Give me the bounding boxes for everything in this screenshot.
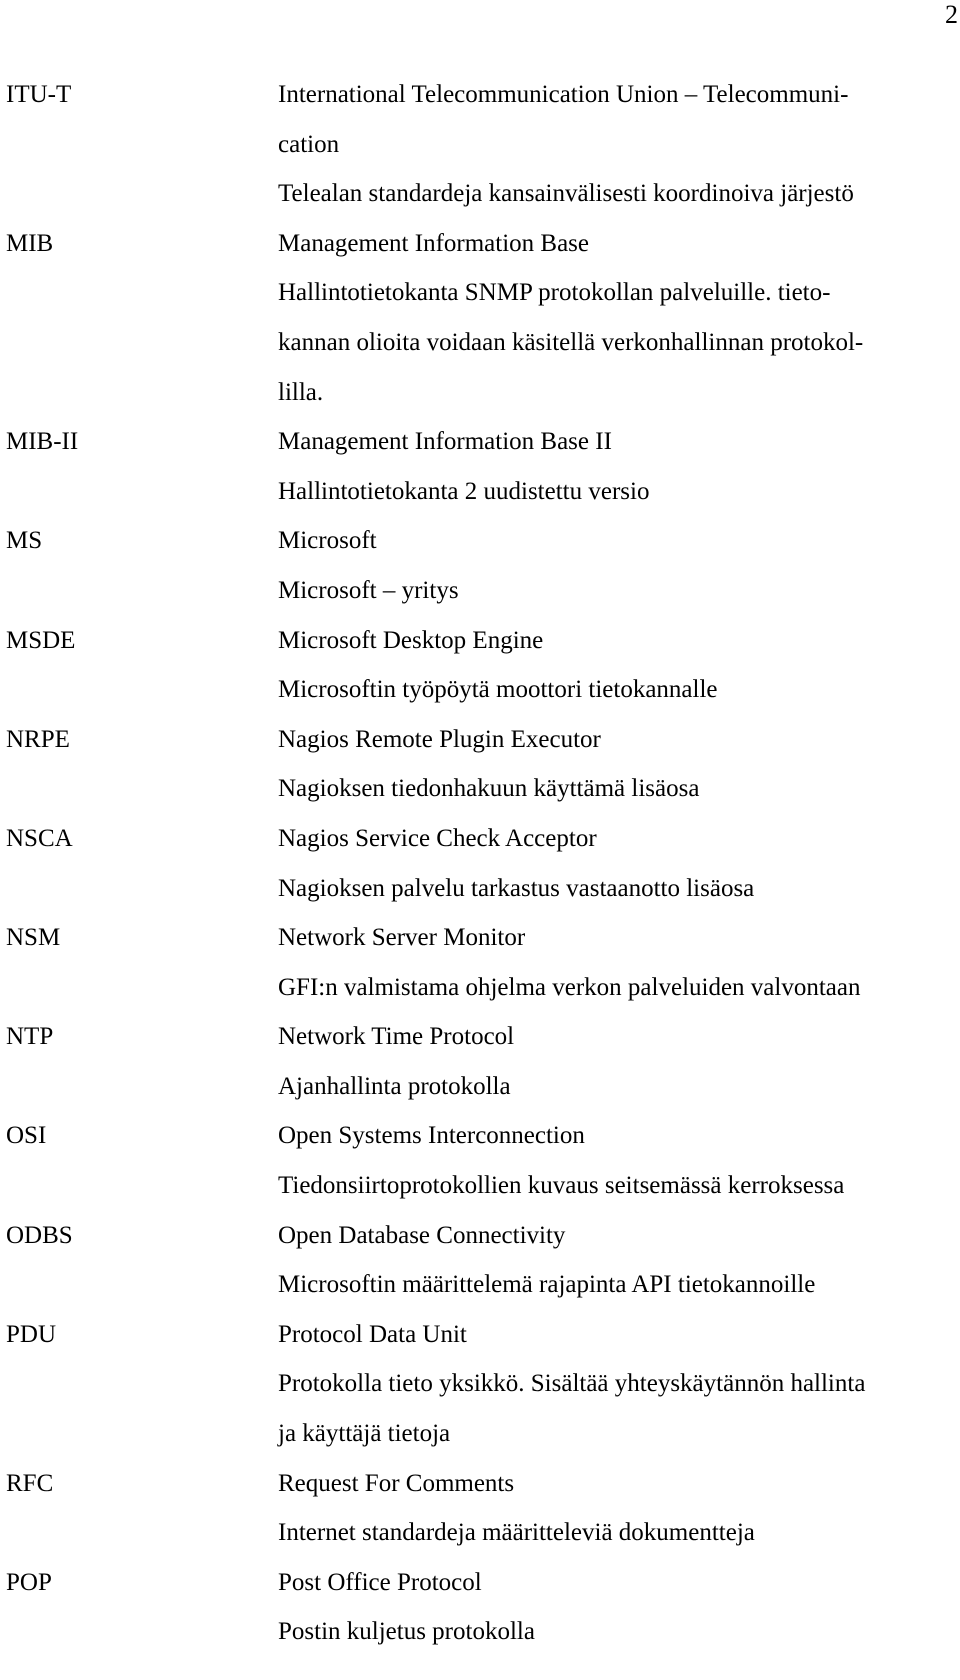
- glossary-entry: [6, 814, 956, 913]
- glossary-entry: [6, 219, 956, 417]
- definition-line: Internet standardeja määritteleviä dokumentteja: [278, 1519, 755, 1547]
- definition-line: Hallintotietokanta SNMP protokollan palveluille. tieto-: [278, 279, 831, 307]
- abbreviation: ITU-T: [6, 81, 72, 108]
- abbreviation: MIB-II: [6, 428, 79, 456]
- abbreviation: NSM: [6, 924, 61, 952]
- glossary-entry: [6, 913, 956, 1012]
- glossary-entry: [6, 1310, 956, 1459]
- definition-line: Microsoft: [278, 527, 377, 555]
- definition-line: Nagioksen palvelu tarkastus vastaanotto lisäosa: [278, 874, 755, 902]
- definition: [278, 1310, 956, 1459]
- definition: [278, 1211, 956, 1310]
- glossary-entry: [6, 1459, 956, 1558]
- abbreviation: RFC: [6, 1469, 54, 1497]
- definition-line: Ajanhallinta protokolla: [278, 1072, 511, 1100]
- glossary-entry: [6, 516, 956, 615]
- definition-line: lilla.: [278, 378, 324, 406]
- glossary-entry: [6, 1012, 956, 1111]
- definition-line: Telealan standardeja kansainvälisesti koordinoiva järjestö: [278, 180, 854, 208]
- definition-line: cation: [278, 130, 340, 158]
- definition-line: Microsoft Desktop Engine: [278, 626, 544, 654]
- definition-line: GFI:n valmistama ohjelma verkon palveluiden valvontaan: [278, 973, 861, 1001]
- page-number: 2: [945, 0, 958, 29]
- glossary-entry: [6, 417, 956, 516]
- definition: [278, 1111, 956, 1210]
- definition-line: Microsoft – yritys: [278, 576, 459, 604]
- definition: [278, 417, 956, 516]
- definition-line: Management Information Base II: [278, 428, 612, 456]
- definition-line: Nagios Remote Plugin Executor: [278, 725, 601, 753]
- abbreviation: NRPE: [6, 725, 70, 753]
- definition-line: Network Server Monitor: [278, 924, 526, 952]
- abbreviation: ODBS: [6, 1221, 73, 1249]
- abbreviation: OSI: [6, 1122, 47, 1150]
- glossary-entry: [6, 1558, 956, 1657]
- abbreviation: MSDE: [6, 626, 76, 654]
- definition-line: Tiedonsiirtoprotokollien kuvaus seitsemässä kerroksessa: [278, 1172, 845, 1200]
- definition-line: Post Office Protocol: [278, 1568, 482, 1596]
- glossary-entry: [6, 1111, 956, 1210]
- definition: [278, 715, 956, 814]
- glossary-entry: [6, 616, 956, 715]
- definition-line: Network Time Protocol: [278, 1023, 515, 1051]
- definition-line: Nagios Service Check Acceptor: [278, 824, 597, 852]
- abbreviation: PDU: [6, 1320, 57, 1348]
- definition: [278, 616, 956, 715]
- definition-line: Hallintotietokanta 2 uudistettu versio: [278, 477, 650, 505]
- definition-line: Management Information Base: [278, 229, 590, 257]
- definition-line: Request For Comments: [278, 1469, 515, 1497]
- abbreviation: MIB: [6, 229, 54, 257]
- glossary-entry: [6, 715, 956, 814]
- definition: [278, 516, 956, 615]
- glossary-list: [6, 70, 956, 1657]
- abbreviation: MS: [6, 527, 43, 555]
- definition: [278, 1459, 956, 1558]
- definition-line: International Telecommunication Union – Telecommuni-: [278, 81, 849, 108]
- definition-line: Protocol Data Unit: [278, 1320, 467, 1348]
- definition: [278, 814, 956, 913]
- definition-line: ja käyttäjä tietoja: [278, 1420, 451, 1448]
- definition-line: Nagioksen tiedonhakuun käyttämä lisäosa: [278, 775, 700, 803]
- definition-line: Microsoftin työpöytä moottori tietokannalle: [278, 676, 718, 704]
- glossary-entry: [6, 70, 956, 219]
- definition-line: Protokolla tieto yksikkö. Sisältää yhteyskäytännön hallinta: [278, 1370, 866, 1398]
- definition-line: Open Database Connectivity: [278, 1221, 566, 1249]
- definition: [278, 1558, 956, 1657]
- definition-line: Postin kuljetus protokolla: [278, 1618, 535, 1646]
- definition-line: Open Systems Interconnection: [278, 1122, 585, 1150]
- definition: [278, 913, 956, 1012]
- abbreviation: NSCA: [6, 824, 73, 852]
- abbreviation: POP: [6, 1568, 52, 1596]
- abbreviation: NTP: [6, 1023, 54, 1051]
- definition: [278, 70, 956, 219]
- definition: [278, 219, 956, 417]
- definition-line: Microsoftin määrittelemä rajapinta API tietokannoille: [278, 1271, 816, 1299]
- definition-line: kannan olioita voidaan käsitellä verkonhallinnan protokol-: [278, 328, 864, 356]
- definition: [278, 1012, 956, 1111]
- glossary-entry: [6, 1211, 956, 1310]
